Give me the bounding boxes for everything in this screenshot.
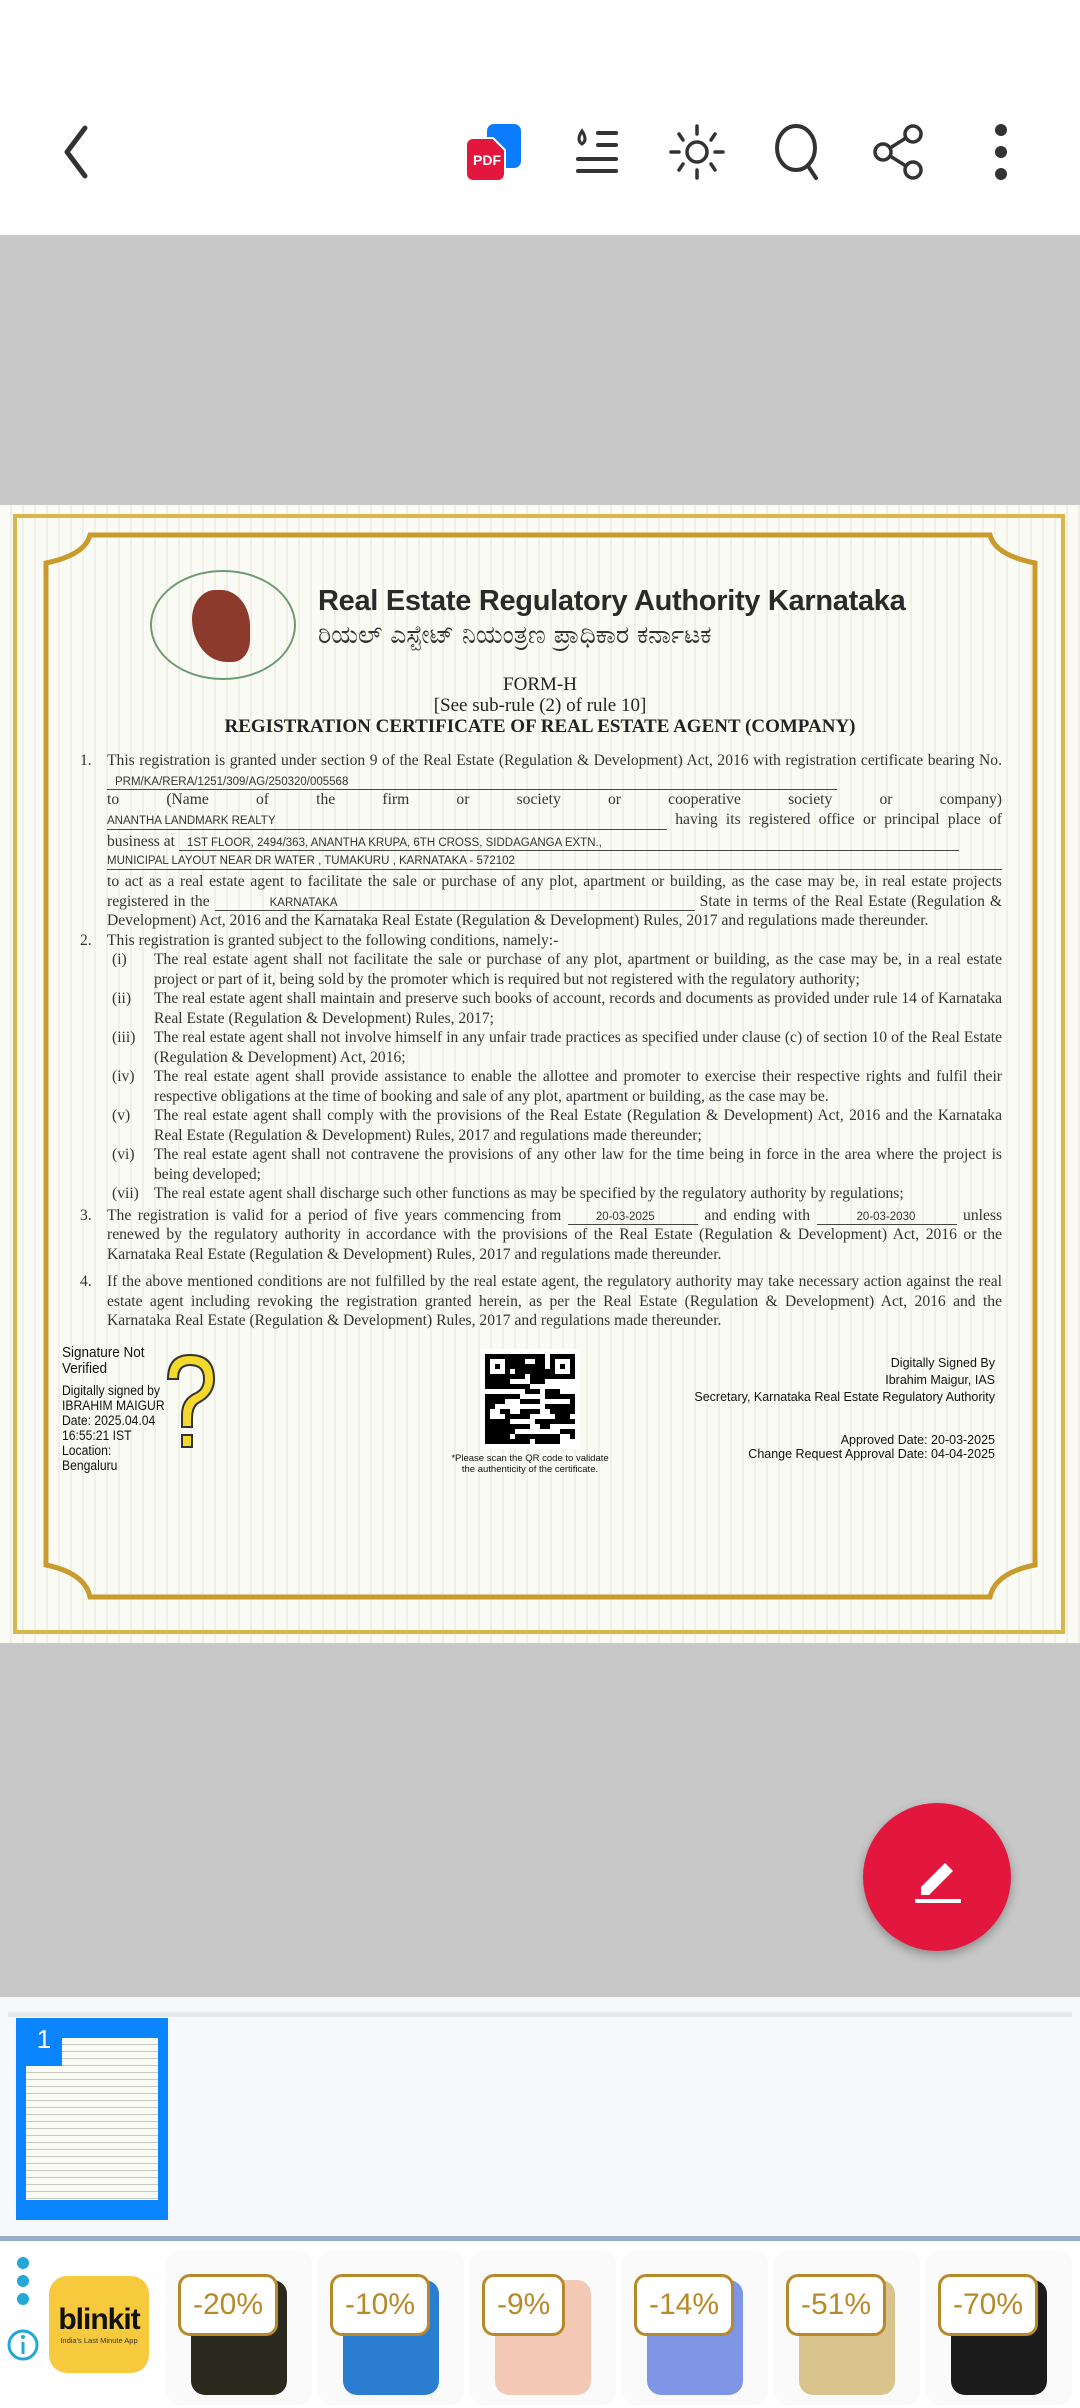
ad-info-icon[interactable] xyxy=(6,2328,40,2362)
discount-badge: -70% xyxy=(938,2274,1038,2336)
address-line-1: 1ST FLOOR, 2494/363, ANANTHA KRUPA, 6TH CROSS, SIDDAGANGA EXTN., xyxy=(179,836,959,851)
condition-item xyxy=(112,1028,1002,1067)
ad-product-card[interactable] xyxy=(926,2250,1072,2405)
rera-logo xyxy=(150,570,296,680)
clause-text: If the above mentioned conditions are not fulfilled by the real estate agent, the regulatory authority may take necessary action against the real estate agent including revoking the registration granted herein, as per the Real Estate (Regulation & Development) Act, 2016 and the Karnataka Real Estate (Regulation & Development) Rules, 2017 and regulations made thereunder. xyxy=(107,1273,1002,1329)
toolbar xyxy=(0,0,1080,235)
ad-options-icon[interactable] xyxy=(15,2255,31,2307)
valid-from-date: 20-03-2025 xyxy=(568,1210,698,1225)
ad-product-card[interactable] xyxy=(470,2250,616,2405)
ad-product-card[interactable] xyxy=(774,2250,920,2405)
clause-1 xyxy=(80,751,1002,931)
signed-by-block xyxy=(694,1355,995,1406)
certificate-body xyxy=(80,751,1002,1331)
valid-to-date: 20-03-2030 xyxy=(817,1210,957,1225)
pdf-label: PDF xyxy=(473,152,501,168)
ad-product-card[interactable] xyxy=(622,2250,768,2405)
condition-text: The real estate agent shall provide assistance to enable the allottee and promoter to exercise their respective rights and fulfil their respective obligations at the time of booking and sale of any plot, apartment or building, as the case may be. xyxy=(154,1068,1002,1105)
condition-text: The real estate agent shall not facilitate the sale or purchase of any plot, apartment or building, as the case may be, in a real estate project or part of it, being sold by the promoter which is required but not registered with the regulatory authority; xyxy=(154,951,1002,988)
karnataka-map-icon xyxy=(192,590,250,662)
qr-note-line: the authenticity of the certificate. xyxy=(461,1464,599,1475)
conditions-list xyxy=(80,950,1002,1204)
authority-name-en: Real Estate Regulatory Authority Karnataka xyxy=(318,585,906,617)
clause-text: and ending with xyxy=(704,1206,811,1224)
page-number: 1 xyxy=(26,2024,62,2066)
more-icon[interactable] xyxy=(971,122,1031,182)
condition-text: The real estate agent shall comply with the provisions of the Real Estate (Regulation & Development) Act, 2016 and the Karnataka Real Estate (Regulation & Development) Rules, 2017 and regulations made thereunder; xyxy=(154,1107,1002,1144)
condition-text: The real estate agent shall not contravene the provisions of any other law for the time being in force in the area where the project is being developed; xyxy=(154,1146,1002,1183)
ad-tagline: India's Last Minute App xyxy=(60,2336,138,2345)
pencil-icon xyxy=(907,1847,967,1907)
condition-text: The real estate agent shall discharge such other functions as may be specified by the regulatory authority by regulations; xyxy=(154,1185,904,1202)
clause-text: unless renewed by the regulatory authority in accordance with the provisions of the Real Estate (Regulation & Development) Act, 2016 or the Karnataka Real Estate (Regulation & Development) Rules, 2017 and regulations made thereunder. xyxy=(107,1206,1003,1263)
condition-item xyxy=(112,989,1002,1028)
discount-badge: -20% xyxy=(178,2274,278,2336)
registration-number: PRM/KA/RERA/1251/309/AG/250320/005568 xyxy=(107,775,837,790)
condition-text: The real estate agent shall maintain and preserve such books of account, records and documents as provided under rule 14 of Karnataka Real Estate (Regulation & Development) Rules, 2017; xyxy=(154,990,1002,1027)
condition-text: The real estate agent shall not involve himself in any unfair trade practices as specified under clause (c) of section 10 of the Real Estate (Regulation & Development) Act, 2016; xyxy=(154,1029,1002,1066)
condition-number: (iv) xyxy=(112,1068,135,1085)
clause-number: 2. xyxy=(80,931,92,949)
signature-location: Bengaluru xyxy=(62,1458,118,1473)
clause-text: to act as a real estate agent to facilitate the sale or purchase of any plot, apartment or building, as the case may be, in real estate projects registered in the xyxy=(107,873,1002,910)
qr-code[interactable] xyxy=(480,1349,580,1449)
qr-note xyxy=(420,1453,640,1475)
clause-2 xyxy=(80,931,1002,951)
discount-badge: -14% xyxy=(634,2274,734,2336)
condition-number: (i) xyxy=(112,951,127,968)
certificate-title: REGISTRATION CERTIFICATE OF REAL ESTATE AGENT (COMPANY) xyxy=(224,716,856,737)
change-request-date: Change Request Approval Date: 04-04-2025 xyxy=(748,1447,995,1461)
firm-name: ANANTHA LANDMARK REALTY xyxy=(107,813,667,830)
clause-number: 4. xyxy=(80,1273,92,1290)
discount-badge: -9% xyxy=(482,2274,565,2336)
clause-text: The registration is valid for a period of five years commencing from xyxy=(107,1206,562,1224)
condition-number: (vii) xyxy=(112,1185,139,1202)
back-icon[interactable] xyxy=(45,122,105,182)
share-icon[interactable] xyxy=(869,122,929,182)
clause-text: This registration is granted subject to the following conditions, namely:- xyxy=(107,931,559,949)
form-label: FORM-H xyxy=(503,674,577,695)
signed-by-line: Digitally Signed By xyxy=(890,1356,995,1370)
condition-item xyxy=(112,1145,1002,1184)
authority-name-kn: ರಿಯಲ್ ಎಸ್ಟೇಟ್ ನಿಯಂತ್ರಣ ಪ್ರಾಧಿಕಾರ ಕರ್ನಾಟಕ xyxy=(318,620,712,649)
condition-item xyxy=(112,950,1002,989)
certificate-page xyxy=(0,505,1080,1643)
qr-note-line: *Please scan the QR code to validate xyxy=(451,1453,609,1464)
condition-number: (vi) xyxy=(112,1146,135,1163)
signature-line: Location: xyxy=(62,1443,112,1458)
clause-number: 3. xyxy=(80,1206,92,1224)
brightness-icon[interactable] xyxy=(667,122,727,182)
condition-number: (v) xyxy=(112,1107,131,1124)
clause-4 xyxy=(80,1272,1002,1331)
discount-badge: -10% xyxy=(330,2274,430,2336)
signature-line: Digitally signed by xyxy=(62,1383,160,1398)
clause-text: having its registered office or principal place of business at xyxy=(107,810,1002,850)
signature-status: Verified xyxy=(62,1360,108,1377)
approved-date: Approved Date: 20-03-2025 xyxy=(840,1433,995,1447)
subrule-label: [See sub-rule (2) of rule 10] xyxy=(433,695,647,716)
clause-number: 1. xyxy=(80,752,92,769)
condition-number: (ii) xyxy=(112,990,132,1007)
ad-brand: blinkit xyxy=(58,2303,140,2336)
address-line-2: MUNICIPAL LAYOUT NEAR DR WATER , TUMAKURU , KARNATAKA - 572102 xyxy=(107,853,1002,870)
search-icon[interactable] xyxy=(768,122,828,182)
pdf-convert-icon[interactable] xyxy=(465,122,525,182)
clause-text: This registration is granted under section 9 of the Real Estate (Regulation & Development) Act, 2016 with registration certificate bearing No. xyxy=(107,752,1002,769)
condition-number: (iii) xyxy=(112,1029,136,1046)
condition-item xyxy=(112,1067,1002,1106)
ad-product-card[interactable] xyxy=(166,2250,312,2405)
ad-product-card[interactable] xyxy=(318,2250,464,2405)
discount-badge: -51% xyxy=(786,2274,886,2336)
digital-signature-block xyxy=(62,1345,165,1473)
edit-button[interactable] xyxy=(863,1803,1011,1951)
signature-unverified-icon xyxy=(160,1349,220,1459)
signature-time: 16:55:21 IST xyxy=(62,1428,132,1443)
clause-3 xyxy=(80,1206,1002,1265)
signed-by-title: Secretary, Karnataka Real Estate Regulatory Authority xyxy=(694,1390,995,1404)
signature-date: Date: 2025.04.04 xyxy=(62,1413,156,1428)
condition-item xyxy=(112,1106,1002,1145)
signature-status: Signature Not xyxy=(62,1344,145,1361)
clause-text: to (Name of the firm or society or cooperative society or company) xyxy=(107,791,1002,808)
state-name: KARNATAKA xyxy=(215,896,695,911)
approval-dates xyxy=(748,1433,995,1461)
blinkit-logo[interactable] xyxy=(49,2276,149,2373)
outline-icon[interactable] xyxy=(567,122,627,182)
page-thumbnail[interactable] xyxy=(16,2018,168,2220)
condition-item xyxy=(112,1184,1002,1204)
signature-signer: IBRAHIM MAIGUR xyxy=(62,1398,165,1413)
clause-text: State in terms of the Real Estate (Regulation & Development) Act, 2016 and the Karnataka Real Estate (Regulation & Development) Rules, 2017 and regulations made thereunder. xyxy=(107,892,1002,929)
signed-by-name: Ibrahim Maigur, IAS xyxy=(885,1373,995,1387)
